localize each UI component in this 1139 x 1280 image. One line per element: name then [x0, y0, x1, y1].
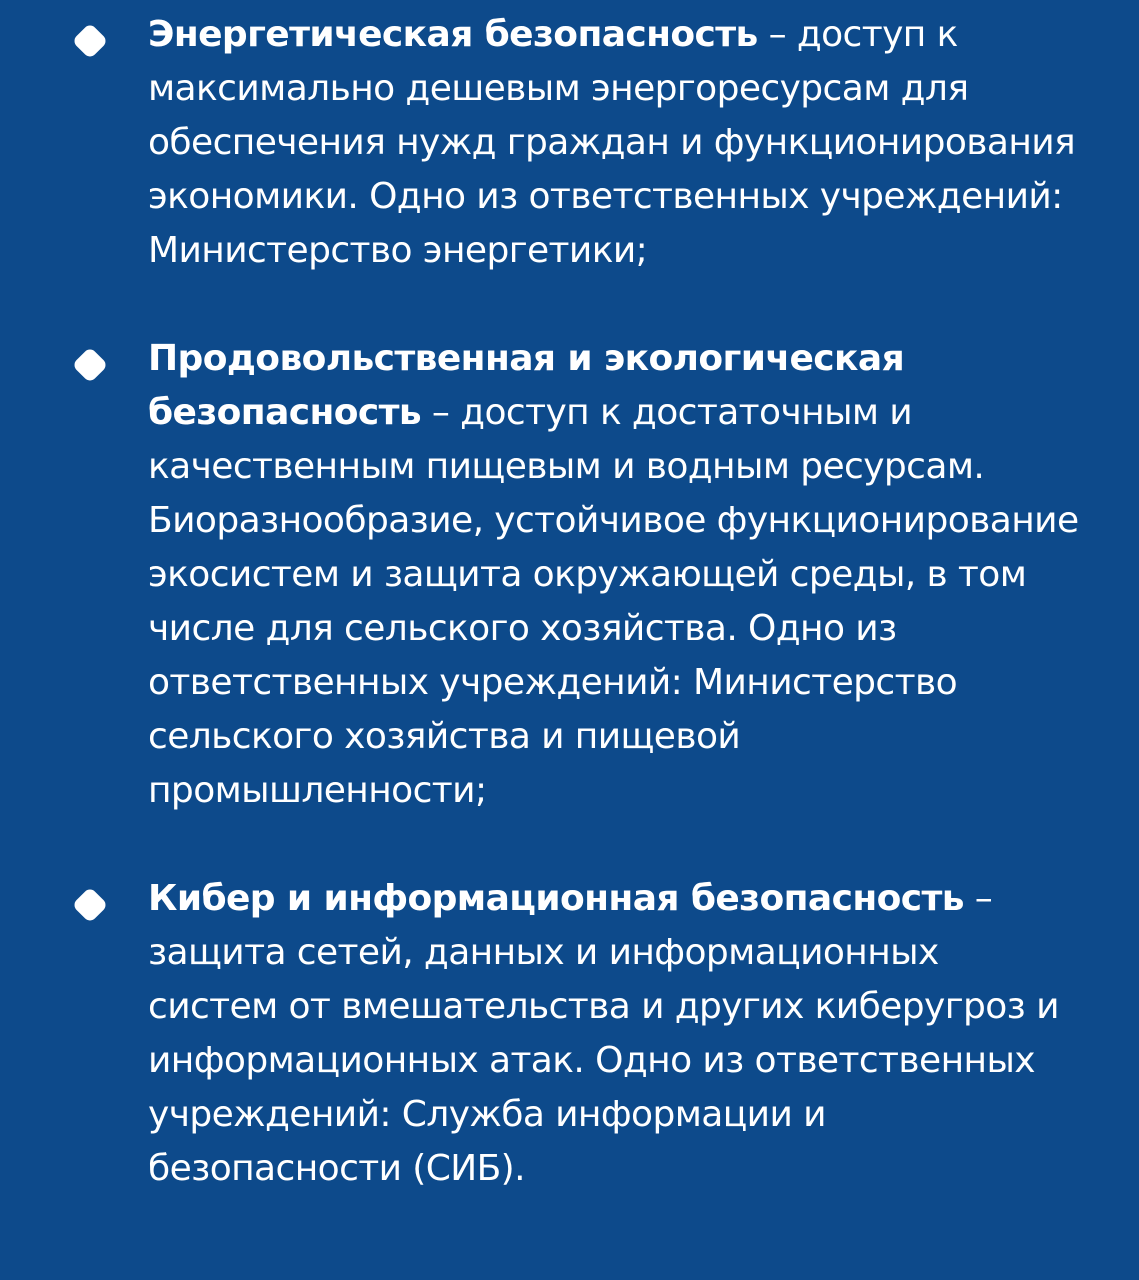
- diamond-bullet-icon: [72, 347, 109, 384]
- item-term: Энергетическая безопасность: [148, 14, 758, 55]
- diamond-bullet-icon: [72, 887, 109, 924]
- item-description: – доступ к максимально дешевым энергоресурсам для обеспечения нужд граждан и функционирования экономики. Одно из ответственных учреждений: Министерство энергетики;: [148, 14, 1076, 271]
- item-description: – доступ к достаточным и качественным пищевым и водным ресурсам. Биоразнообразие, устойчивое функционирование экосистем и защита окружающей среды, в том числе для сельского хозяйства. Одно из ответственных учреждений: Министерство сельского хозяйства и пищевой промышленности;: [148, 392, 1079, 811]
- diamond-bullet-icon: [72, 23, 109, 60]
- list-item-energy-security: [0, 8, 1079, 278]
- item-term: Кибер и информационная безопасность: [148, 878, 964, 919]
- list-item-food-ecological-security: [0, 332, 1079, 818]
- item-term: Продовольственная и экологическая безопасность: [148, 338, 905, 433]
- list-item-cyber-information-security: [0, 872, 1079, 1196]
- item-description: – защита сетей, данных и информационных систем от вмешательства и других киберугроз и информационных атак. Одно из ответственных учреждений: Служба информации и безопасности (СИБ).: [148, 878, 1059, 1189]
